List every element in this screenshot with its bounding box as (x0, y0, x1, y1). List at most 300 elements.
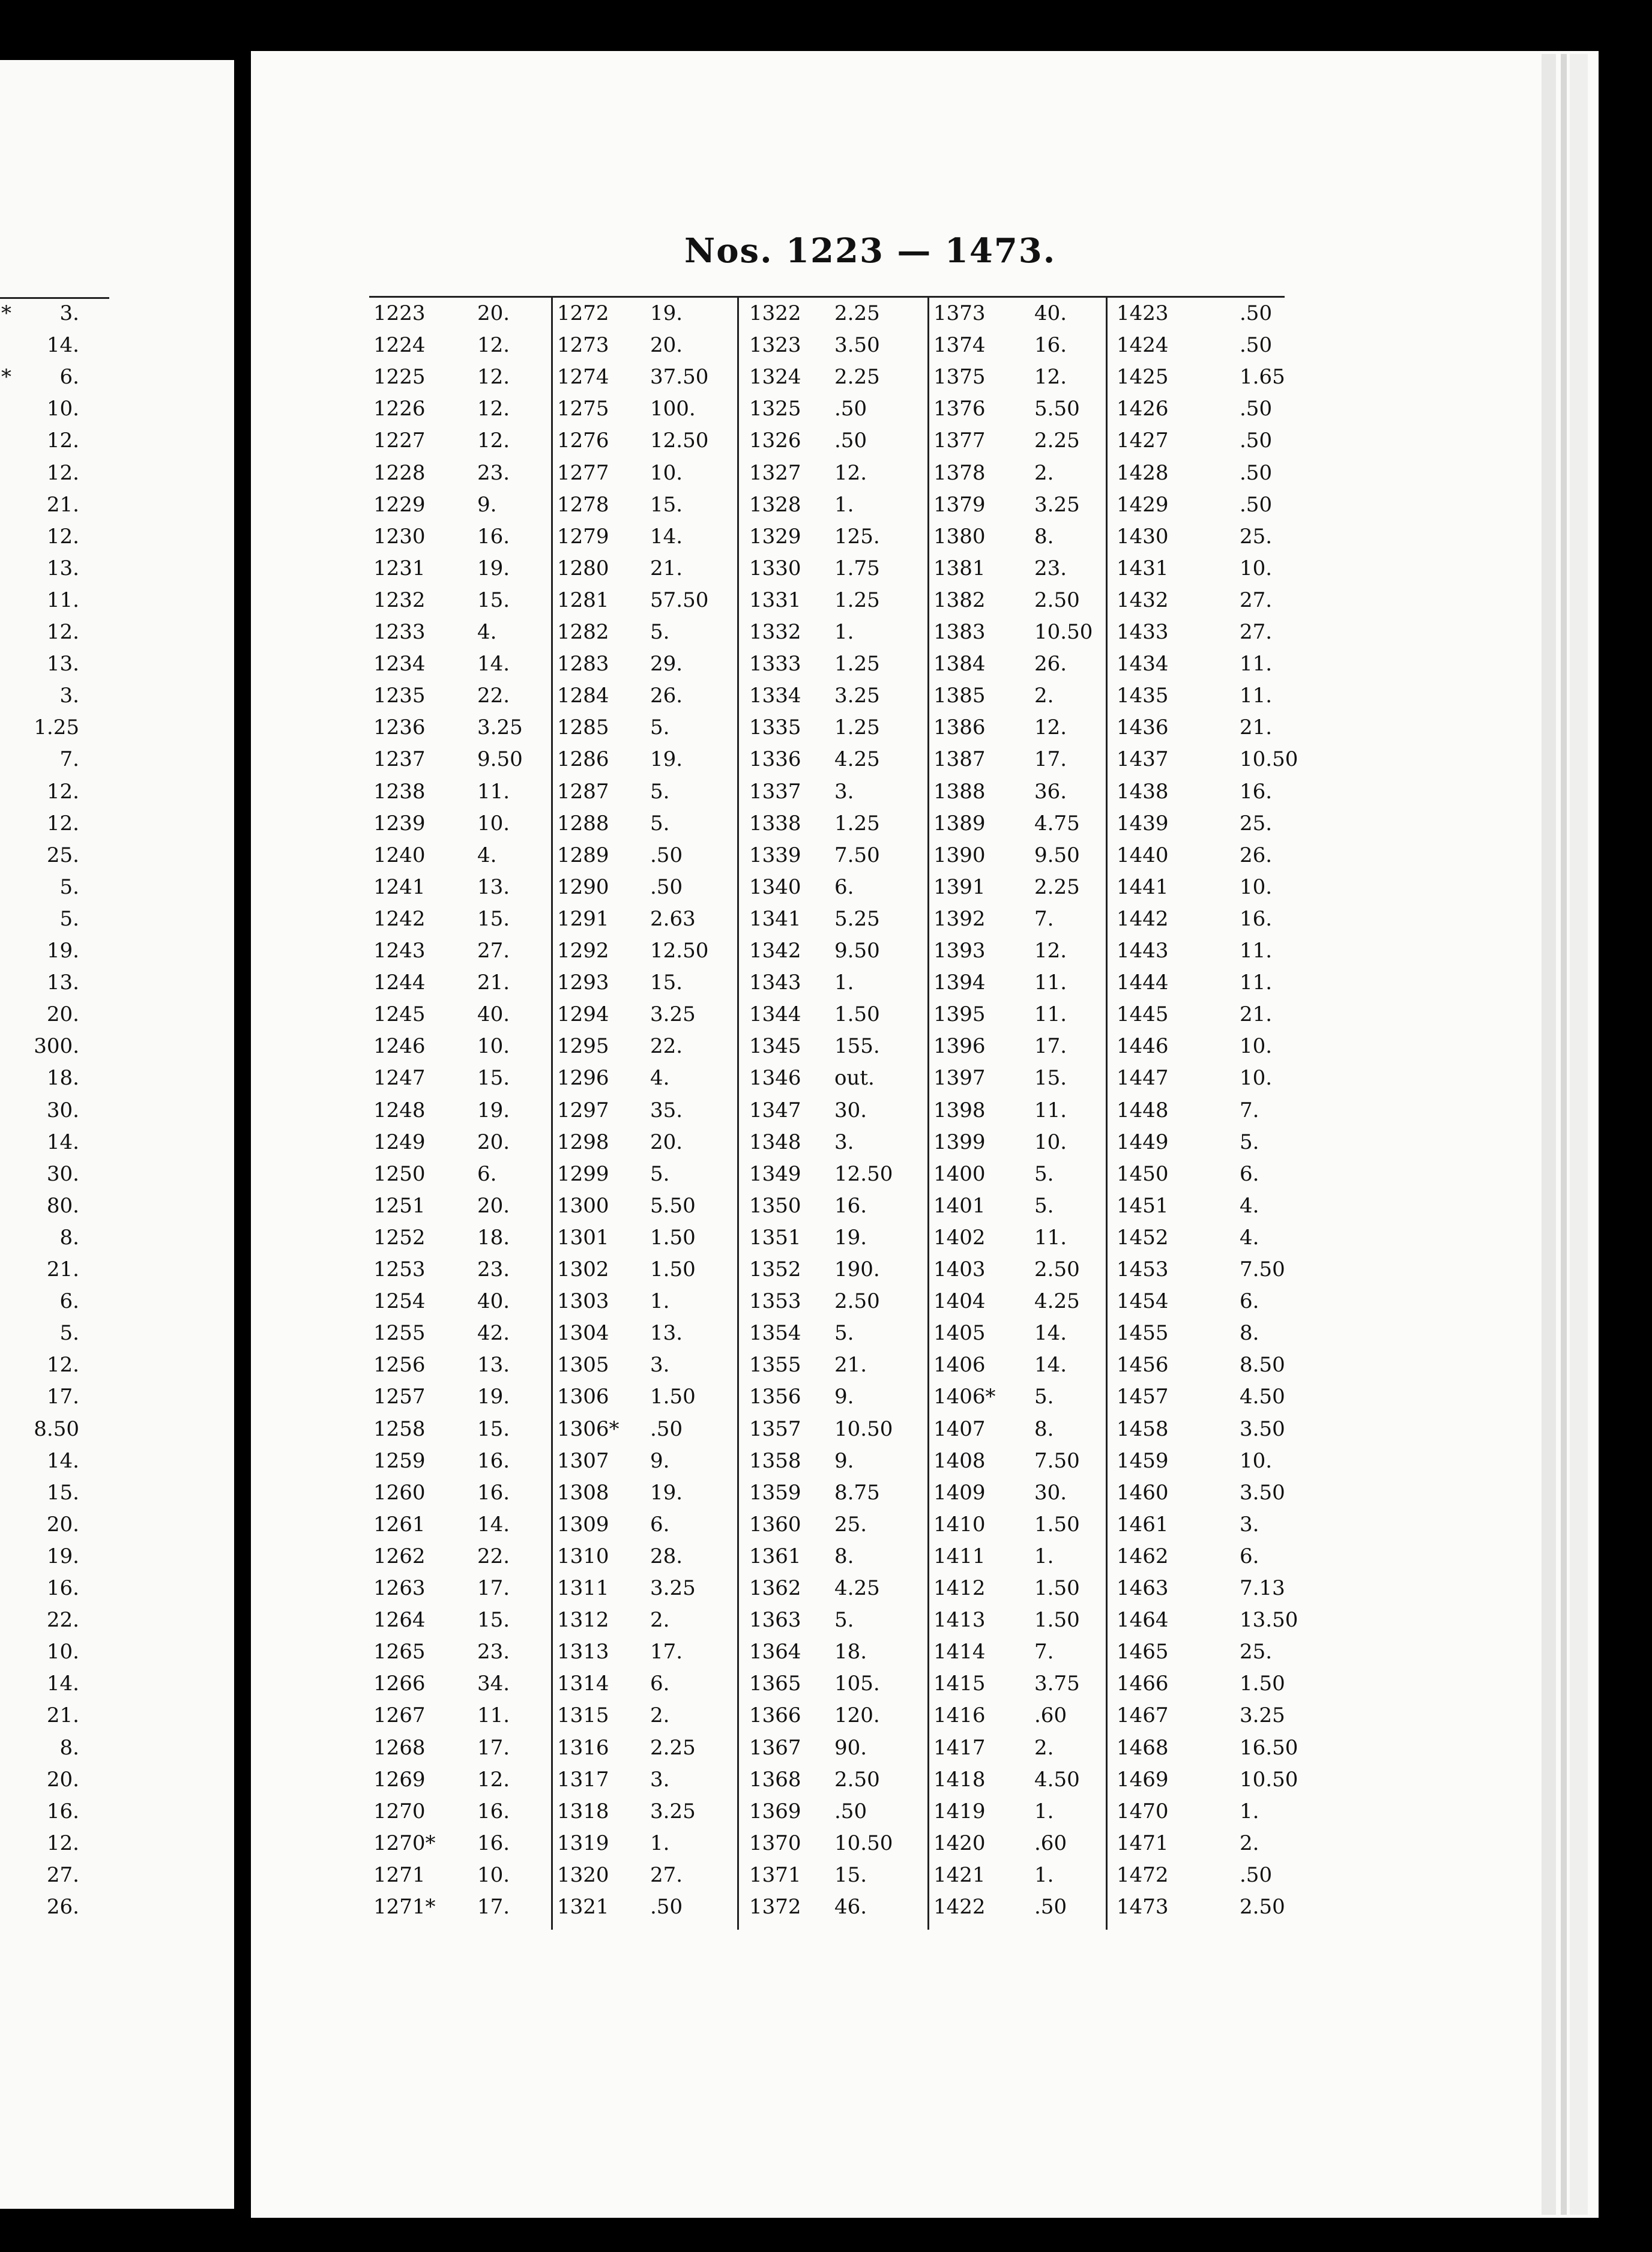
fragment-value: 12. (46, 620, 79, 644)
lot-number: 1437 (1117, 747, 1169, 772)
lot-number: 1226 (373, 397, 426, 421)
lot-price: 11. (1240, 939, 1273, 963)
lot-price: 5.25 (834, 906, 880, 931)
lot-number: 1438 (1117, 779, 1169, 804)
lot-number: 1471 (1117, 1831, 1169, 1855)
lot-price: 12. (477, 333, 510, 358)
lot-number: 1307 (557, 1448, 609, 1473)
lot-number: 1445 (1117, 1002, 1169, 1027)
lot-price: 23. (477, 1640, 510, 1664)
lot-number: 1442 (1117, 906, 1169, 931)
lot-price: 5. (650, 779, 670, 804)
lot-number: 1305 (557, 1353, 609, 1377)
fragment-value: 30. (46, 1161, 79, 1186)
lot-price: 1. (650, 1289, 670, 1314)
lot-price: 5.50 (1034, 397, 1080, 421)
lot-number: 1460 (1117, 1480, 1169, 1505)
fragment-value: 19. (46, 1544, 79, 1568)
lot-price: 3.50 (1240, 1417, 1285, 1441)
lot-price: 25. (1240, 1640, 1273, 1664)
lot-price: 8.75 (834, 1480, 880, 1505)
lot-price: 12. (834, 460, 867, 485)
lot-number: 1430 (1117, 524, 1169, 549)
lot-number: 1348 (749, 1130, 801, 1154)
lot-number: 1351 (749, 1225, 801, 1250)
lot-number: 1376 (933, 397, 986, 421)
lot-price: .60 (1034, 1831, 1067, 1855)
lot-number: 1259 (373, 1448, 426, 1473)
lot-price: 11. (477, 1703, 510, 1728)
lot-price: 23. (477, 1257, 510, 1281)
lot-number: 1360 (749, 1512, 801, 1537)
lot-number: 1290 (557, 875, 609, 899)
fragment-value: 17. (46, 1385, 79, 1409)
lot-number: 1225 (373, 365, 426, 390)
lot-number: 1418 (933, 1767, 986, 1792)
lot-price: 23. (477, 460, 510, 485)
lot-number: 1293 (557, 971, 609, 995)
lot-price: 1.50 (1034, 1576, 1080, 1600)
lot-price: 4.50 (1240, 1385, 1285, 1409)
lot-number: 1454 (1117, 1289, 1169, 1314)
lot-number: 1354 (749, 1321, 801, 1346)
lot-price: 12. (477, 365, 510, 390)
fragment-value: 8. (59, 1735, 79, 1760)
lot-price: 1. (650, 1831, 670, 1855)
fragment-value: 20. (46, 1002, 79, 1027)
lot-price: 12. (477, 429, 510, 453)
lot-price: 10. (1240, 875, 1273, 899)
lot-number: 1271 (373, 1862, 426, 1887)
lot-price: 15. (477, 588, 510, 612)
fragment-value: 14. (46, 1448, 79, 1473)
lot-price: 1. (1034, 1862, 1054, 1887)
lot-number: 1372 (749, 1895, 801, 1919)
lot-number: 1248 (373, 1098, 426, 1122)
lot-price: 16. (834, 1193, 867, 1218)
lot-price: 18. (834, 1640, 867, 1664)
lot-price: .50 (1240, 397, 1273, 421)
lot-price: .50 (1240, 460, 1273, 485)
lot-price: 5. (650, 620, 670, 644)
lot-price: 8. (1034, 524, 1054, 549)
lot-price: 16. (477, 524, 510, 549)
lot-price: 13. (477, 1353, 510, 1377)
lot-number: 1383 (933, 620, 986, 644)
lot-price: .60 (1034, 1703, 1067, 1728)
lot-number: 1405 (933, 1321, 986, 1346)
lot-price: 14. (477, 1512, 510, 1537)
lot-price: 5. (1034, 1385, 1054, 1409)
lot-number: 1466 (1117, 1672, 1169, 1696)
lot-number: 1421 (933, 1862, 986, 1887)
fragment-value: 18. (46, 1066, 79, 1091)
lot-number: 1472 (1117, 1862, 1169, 1887)
lot-number: 1281 (557, 588, 609, 612)
lot-number: 1314 (557, 1672, 609, 1696)
lot-price: 14. (1034, 1321, 1067, 1346)
lot-number: 1284 (557, 684, 609, 708)
lot-number: 1414 (933, 1640, 986, 1664)
lot-price: 6. (477, 1161, 497, 1186)
column-rule (927, 297, 929, 1930)
lot-price: 13. (650, 1321, 683, 1346)
lot-price: 155. (834, 1034, 880, 1059)
lot-price: 5. (1240, 1130, 1259, 1154)
lot-number: 1278 (557, 492, 609, 517)
lot-price: 6. (1240, 1289, 1259, 1314)
lot-number: 1224 (373, 333, 426, 358)
lot-number: 1321 (557, 1895, 609, 1919)
lot-price: 1. (834, 492, 854, 517)
lot-price: 28. (650, 1544, 683, 1568)
lot-price: 2.50 (1034, 1257, 1080, 1281)
lot-price: 19. (477, 556, 510, 580)
lot-price: 19. (650, 747, 683, 772)
lot-number: 1366 (749, 1703, 801, 1728)
lot-number: 1332 (749, 620, 801, 644)
fragment-value: 22. (46, 1608, 79, 1633)
lot-price: 10. (477, 811, 510, 835)
lot-price: 1.50 (834, 1002, 880, 1027)
lot-number: 1358 (749, 1448, 801, 1473)
lot-number: 1461 (1117, 1512, 1169, 1537)
fragment-top-rule (0, 297, 109, 299)
lot-number: 1429 (1117, 492, 1169, 517)
lot-price: 22. (477, 684, 510, 708)
lot-price: 10. (1240, 1448, 1273, 1473)
lot-number: 1292 (557, 939, 609, 963)
lot-price: 1.50 (650, 1225, 696, 1250)
lot-price: 10. (1240, 1034, 1273, 1059)
lot-price: 34. (477, 1672, 510, 1696)
lot-number: 1345 (749, 1034, 801, 1059)
lot-price: 1.65 (1240, 365, 1285, 390)
lot-number: 1470 (1117, 1799, 1169, 1823)
lot-price: 46. (834, 1895, 867, 1919)
lot-price: 2.25 (834, 365, 880, 390)
column-rule (551, 297, 553, 1930)
lot-number: 1423 (1117, 301, 1169, 325)
lot-price: 12. (477, 1767, 510, 1792)
fragment-value: 13. (46, 652, 79, 676)
lot-number: 1302 (557, 1257, 609, 1281)
lot-number: 1469 (1117, 1767, 1169, 1792)
lot-number: 1310 (557, 1544, 609, 1568)
lot-price: 15. (477, 1608, 510, 1633)
lot-price: 27. (650, 1862, 683, 1887)
lot-price: 12. (1034, 715, 1067, 740)
fragment-value: 16. (46, 1576, 79, 1600)
lot-price: 1.50 (1034, 1608, 1080, 1633)
lot-number: 1464 (1117, 1608, 1169, 1633)
lot-price: 100. (650, 397, 696, 421)
fragment-value: 12. (46, 1831, 79, 1855)
lot-number: 1231 (373, 556, 426, 580)
fragment-value: 21. (46, 1257, 79, 1281)
column-rule (1106, 297, 1108, 1930)
lot-price: .50 (834, 1799, 867, 1823)
lot-number: 1280 (557, 556, 609, 580)
lot-number: 1329 (749, 524, 801, 549)
lot-price: 25. (1240, 811, 1273, 835)
lot-price: 10.50 (1240, 1767, 1298, 1792)
lot-price: 2. (650, 1608, 670, 1633)
lot-number: 1426 (1117, 397, 1169, 421)
lot-number: 1275 (557, 397, 609, 421)
lot-number: 1270* (373, 1831, 436, 1855)
lot-price: 12. (477, 397, 510, 421)
lot-number: 1347 (749, 1098, 801, 1122)
lot-price: 5. (650, 715, 670, 740)
lot-price: 35. (650, 1098, 683, 1122)
lot-number: 1243 (373, 939, 426, 963)
lot-number: 1463 (1117, 1576, 1169, 1600)
lot-number: 1311 (557, 1576, 609, 1600)
lot-number: 1253 (373, 1257, 426, 1281)
lot-number: 1298 (557, 1130, 609, 1154)
fragment-value: 5. (59, 906, 79, 931)
fragment-value: 19. (46, 939, 79, 963)
lot-price: 29. (650, 652, 683, 676)
lot-price: 3.25 (477, 715, 523, 740)
lot-price: 13. (477, 875, 510, 899)
lot-price: 7.50 (1240, 1257, 1285, 1281)
lot-price: 16. (1240, 906, 1273, 931)
lot-price: 16.50 (1240, 1735, 1298, 1760)
lot-price: 1.25 (834, 715, 880, 740)
lot-number: 1377 (933, 429, 986, 453)
fragment-value: 14. (46, 1130, 79, 1154)
lot-number: 1408 (933, 1448, 986, 1473)
fragment-value: 14. (46, 1672, 79, 1696)
lot-number: 1356 (749, 1385, 801, 1409)
lot-price: 3.25 (650, 1002, 696, 1027)
page-edge (1570, 54, 1588, 2215)
lot-price: 2. (1034, 684, 1054, 708)
lot-number: 1244 (373, 971, 426, 995)
lot-price: 36. (1034, 779, 1067, 804)
lot-price: 4.75 (1034, 811, 1080, 835)
lot-price: 10.50 (834, 1417, 893, 1441)
lot-number: 1254 (373, 1289, 426, 1314)
lot-price: 5. (834, 1321, 854, 1346)
lot-price: 2.50 (834, 1767, 880, 1792)
lot-price: 3.25 (1034, 492, 1080, 517)
lot-number: 1300 (557, 1193, 609, 1218)
lot-number: 1316 (557, 1735, 609, 1760)
fragment-value: 13. (46, 556, 79, 580)
lot-number: 1364 (749, 1640, 801, 1664)
lot-price: 27. (1240, 588, 1273, 612)
lot-price: 30. (1034, 1480, 1067, 1505)
lot-number: 1271* (373, 1895, 436, 1919)
lot-price: 10. (1240, 556, 1273, 580)
lot-price: 4. (477, 843, 497, 867)
lot-price: 19. (834, 1225, 867, 1250)
lot-price: 4.25 (834, 1576, 880, 1600)
lot-number: 1361 (749, 1544, 801, 1568)
lot-price: 21. (1240, 715, 1273, 740)
lot-number: 1330 (749, 556, 801, 580)
lot-price: 20. (650, 1130, 683, 1154)
lot-number: 1266 (373, 1672, 426, 1696)
lot-number: 1350 (749, 1193, 801, 1218)
lot-number: 1375 (933, 365, 986, 390)
lot-number: 1325 (749, 397, 801, 421)
lot-number: 1340 (749, 875, 801, 899)
lot-price: 15. (834, 1862, 867, 1887)
lot-price: 19. (650, 301, 683, 325)
lot-price: 9.50 (834, 939, 880, 963)
lot-number: 1230 (373, 524, 426, 549)
fragment-value: 15. (46, 1480, 79, 1505)
lot-price: 6. (650, 1672, 670, 1696)
lot-price: 20. (477, 1193, 510, 1218)
lot-number: 1387 (933, 747, 986, 772)
lot-number: 1403 (933, 1257, 986, 1281)
lot-number: 1449 (1117, 1130, 1169, 1154)
lot-price: 17. (1034, 1034, 1067, 1059)
lot-price: 11. (1034, 1225, 1067, 1250)
lot-number: 1459 (1117, 1448, 1169, 1473)
fragment-value: 14. (46, 333, 79, 358)
lot-number: 1402 (933, 1225, 986, 1250)
fragment-value: 12. (46, 1353, 79, 1377)
lot-number: 1431 (1117, 556, 1169, 580)
lot-number: 1308 (557, 1480, 609, 1505)
lot-price: 27. (1240, 620, 1273, 644)
lot-number: 1465 (1117, 1640, 1169, 1664)
lot-number: 1336 (749, 747, 801, 772)
lot-number: 1410 (933, 1512, 986, 1537)
lot-number: 1353 (749, 1289, 801, 1314)
lot-number: 1386 (933, 715, 986, 740)
lot-number: 1407 (933, 1417, 986, 1441)
lot-number: 1317 (557, 1767, 609, 1792)
lot-number: 1279 (557, 524, 609, 549)
lot-number: 1326 (749, 429, 801, 453)
lot-price: 21. (477, 971, 510, 995)
lot-number: 1320 (557, 1862, 609, 1887)
lot-number: 1344 (749, 1002, 801, 1027)
lot-number: 1252 (373, 1225, 426, 1250)
lot-price: 26. (1034, 652, 1067, 676)
lot-number: 1352 (749, 1257, 801, 1281)
lot-price: 2.25 (834, 301, 880, 325)
lot-price: 6. (1240, 1161, 1259, 1186)
lot-price: 4. (1240, 1225, 1259, 1250)
lot-price: .50 (1240, 492, 1273, 517)
lot-number: 1388 (933, 779, 986, 804)
lot-number: 1223 (373, 301, 426, 325)
fragment-value: 3. (59, 301, 79, 325)
lot-number: 1468 (1117, 1735, 1169, 1760)
lot-number: 1286 (557, 747, 609, 772)
lot-number: 1319 (557, 1831, 609, 1855)
lot-price: 4.25 (1034, 1289, 1080, 1314)
lot-price: 3. (1240, 1512, 1259, 1537)
lot-number: 1265 (373, 1640, 426, 1664)
lot-price: 21. (650, 556, 683, 580)
lot-number: 1394 (933, 971, 986, 995)
lot-price: 10. (1034, 1130, 1067, 1154)
lot-number: 1446 (1117, 1034, 1169, 1059)
lot-number: 1424 (1117, 333, 1169, 358)
lot-price: 19. (650, 1480, 683, 1505)
lot-number: 1296 (557, 1066, 609, 1091)
lot-number: 1415 (933, 1672, 986, 1696)
fragment-value: 7. (59, 747, 79, 772)
lot-price: 40. (477, 1289, 510, 1314)
lot-price: 7. (1240, 1098, 1259, 1122)
lot-price: 10. (477, 1862, 510, 1887)
lot-number: 1333 (749, 652, 801, 676)
lot-price: 19. (477, 1385, 510, 1409)
lot-number: 1384 (933, 652, 986, 676)
lot-number: 1419 (933, 1799, 986, 1823)
lot-price: 15. (650, 971, 683, 995)
page-edge (1561, 54, 1567, 2215)
lot-number: 1306 (557, 1385, 609, 1409)
lot-number: 1434 (1117, 652, 1169, 676)
lot-price: 5. (834, 1608, 854, 1633)
lot-number: 1448 (1117, 1098, 1169, 1122)
lot-price: 12.50 (650, 429, 709, 453)
lot-price: 11. (1240, 971, 1273, 995)
lot-price: 11. (1034, 1002, 1067, 1027)
lot-price: .50 (650, 843, 683, 867)
lot-number: 1315 (557, 1703, 609, 1728)
lot-price: 14. (650, 524, 683, 549)
lot-price: 25. (1240, 524, 1273, 549)
lot-price: 42. (477, 1321, 510, 1346)
lot-price: 12. (1034, 939, 1067, 963)
lot-number: 1397 (933, 1066, 986, 1091)
lot-price: 1.50 (1034, 1512, 1080, 1537)
lot-number: 1235 (373, 684, 426, 708)
lot-price: 26. (650, 684, 683, 708)
lot-number: 1452 (1117, 1225, 1169, 1250)
lot-number: 1328 (749, 492, 801, 517)
lot-number: 1456 (1117, 1353, 1169, 1377)
lot-price: 20. (477, 301, 510, 325)
lot-number: 1249 (373, 1130, 426, 1154)
lot-number: 1241 (373, 875, 426, 899)
lot-number: 1400 (933, 1161, 986, 1186)
lot-number: 1473 (1117, 1895, 1169, 1919)
lot-number: 1270 (373, 1799, 426, 1823)
lot-number: 1324 (749, 365, 801, 390)
lot-number: 1260 (373, 1480, 426, 1505)
lot-price: 3.25 (650, 1799, 696, 1823)
lot-number: 1229 (373, 492, 426, 517)
fragment-value: 16. (46, 1799, 79, 1823)
lot-number: 1339 (749, 843, 801, 867)
lot-number: 1322 (749, 301, 801, 325)
lot-price: 7.13 (1240, 1576, 1285, 1600)
lot-price: 2.25 (1034, 875, 1080, 899)
lot-price: 3. (650, 1353, 670, 1377)
lot-price: 40. (477, 1002, 510, 1027)
lot-price: 12.50 (650, 939, 709, 963)
lot-price: 4. (477, 620, 497, 644)
lot-price: 3.25 (834, 684, 880, 708)
lot-price: 23. (1034, 556, 1067, 580)
lot-number: 1441 (1117, 875, 1169, 899)
lot-price: 3. (650, 1767, 670, 1792)
fragment-asterisk: * (1, 365, 11, 390)
